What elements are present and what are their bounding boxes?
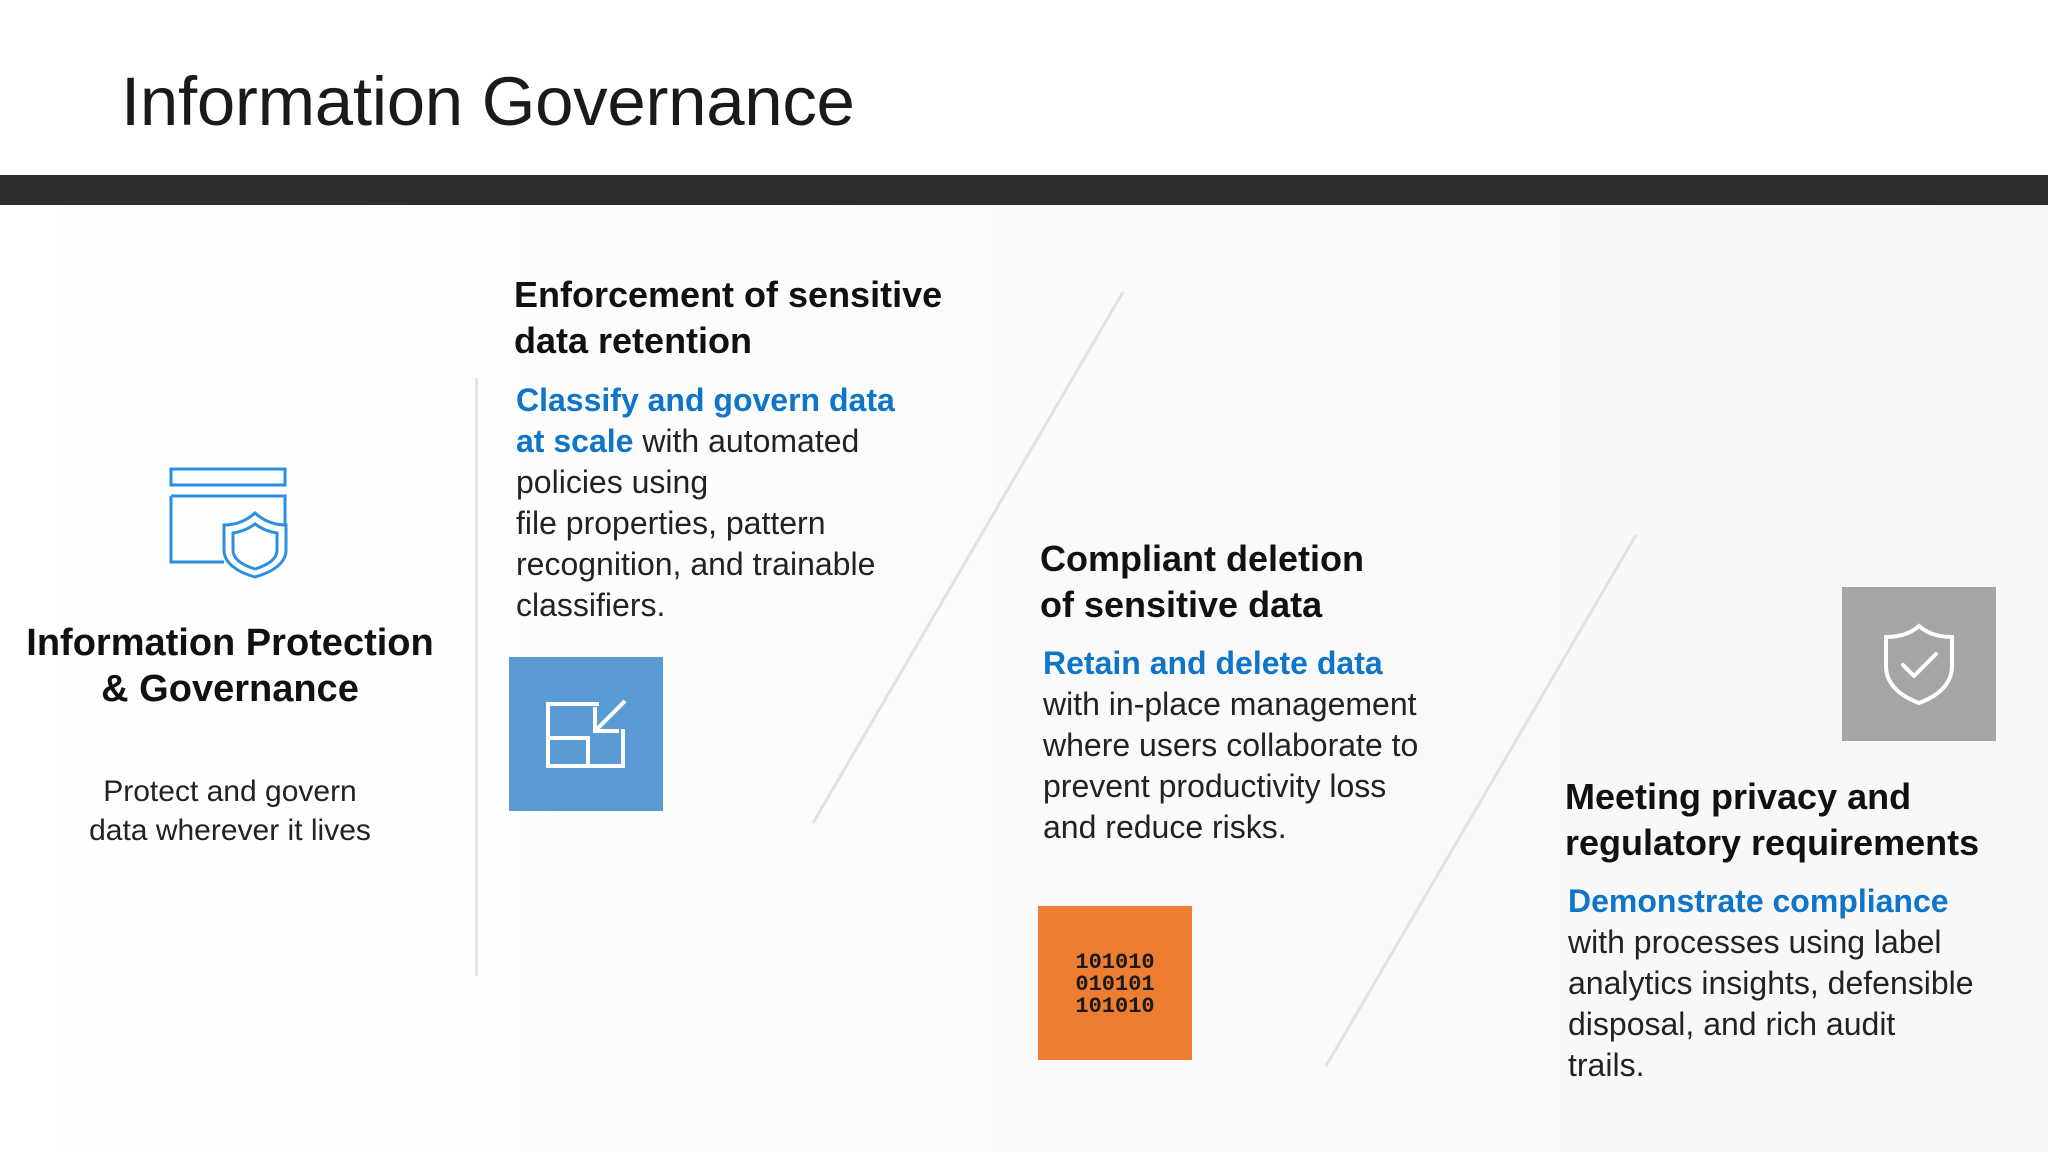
shield-check-icon bbox=[1842, 587, 1996, 741]
left-title-line-2: & Governance bbox=[101, 668, 359, 710]
column-2-title-line-2: of sensitive data bbox=[1040, 584, 1323, 625]
column-1-title-line-1: Enforcement of sensitive bbox=[514, 274, 943, 315]
column-2-title-line-1: Compliant deletion bbox=[1040, 538, 1364, 579]
column-1-body-line-5: recognition, and trainable bbox=[516, 546, 876, 582]
column-2-highlight: Retain and delete data bbox=[1043, 645, 1383, 681]
binary-row-2: 010101 bbox=[1075, 972, 1155, 997]
window-shield-icon bbox=[166, 466, 290, 580]
column-1-body-line-2: with automated bbox=[633, 423, 860, 459]
left-desc-line-1: Protect and govern bbox=[103, 775, 357, 808]
column-3-body-line-5: trails. bbox=[1568, 1047, 1645, 1083]
left-title-line-1: Information Protection bbox=[26, 622, 434, 664]
column-1-highlight-line-2: at scale bbox=[516, 423, 634, 459]
left-desc-line-2: data wherever it lives bbox=[89, 814, 371, 847]
binary-data-icon bbox=[1038, 906, 1192, 1060]
column-2-body-line-3: where users collaborate to bbox=[1043, 727, 1419, 763]
left-section-description bbox=[40, 772, 420, 850]
column-3-body-line-4: disposal, and rich audit bbox=[1568, 1006, 1896, 1042]
column-3-body-line-2: with processes using label bbox=[1568, 924, 1942, 960]
column-3-body-line-3: analytics insights, defensible bbox=[1568, 965, 1974, 1001]
column-3-title-line-1: Meeting privacy and bbox=[1565, 776, 1912, 817]
slide-title: Information Governance bbox=[121, 63, 855, 140]
column-3-body bbox=[1568, 881, 1974, 1086]
column-3-title-line-2: regulatory requirements bbox=[1565, 822, 1980, 863]
column-2-body-line-2: with in-place management bbox=[1043, 686, 1417, 722]
column-2-body bbox=[1043, 643, 1418, 848]
compress-arrow-icon bbox=[509, 657, 663, 811]
column-2-title bbox=[1040, 536, 1364, 628]
column-1-body bbox=[516, 380, 895, 626]
column-3-title bbox=[1565, 774, 1979, 866]
column-1-body-line-4: file properties, pattern bbox=[516, 505, 826, 541]
column-1-title-line-2: data retention bbox=[514, 320, 753, 361]
left-section-title bbox=[20, 620, 440, 712]
column-1-body-line-3: policies using bbox=[516, 464, 709, 500]
binary-row-1: 101010 bbox=[1075, 950, 1155, 975]
column-1-body-line-6: classifiers. bbox=[516, 587, 666, 623]
column-1-highlight-line-1: Classify and govern data bbox=[516, 382, 895, 418]
vertical-divider bbox=[475, 378, 478, 976]
binary-row-3: 101010 bbox=[1075, 994, 1155, 1019]
column-2-body-line-5: and reduce risks. bbox=[1043, 809, 1287, 845]
column-3-highlight: Demonstrate compliance bbox=[1568, 883, 1949, 919]
column-1-title bbox=[514, 272, 942, 364]
column-2-body-line-4: prevent productivity loss bbox=[1043, 768, 1387, 804]
